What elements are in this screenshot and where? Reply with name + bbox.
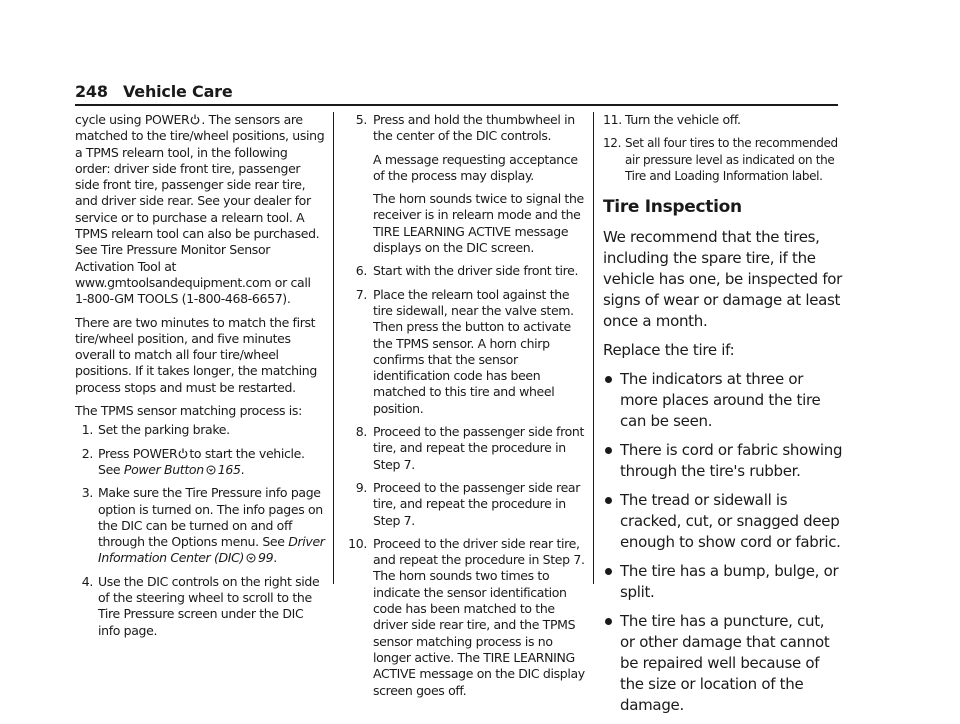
step-12: [603, 135, 843, 184]
page-reference-icon: [206, 465, 216, 475]
step-text: Use the DIC controls on the right side of the steering wheel to scroll to the Tire Pressure screen under the DIC info page.: [98, 573, 320, 638]
step-number: 11.: [603, 112, 622, 127]
power-icon: [178, 448, 188, 459]
step-text: Press POWER: [98, 445, 178, 461]
inspection-body: [603, 227, 843, 716]
paragraph: [75, 112, 325, 308]
step-7: [345, 287, 585, 417]
paragraph: We recommend that the tires, including the spare tire, if the vehicle has one, be inspected for signs of wear or damage at least once a month.: [603, 228, 843, 331]
text: cycle using POWER: [75, 112, 190, 127]
step-11: [603, 112, 843, 128]
step-subtext: The horn sounds twice to signal the receiver is in relearn mode and the TIRE LEARNING ACTIVE message displays on the DIC screen.: [373, 191, 584, 256]
bullet-icon: [605, 618, 612, 625]
step-5: [345, 112, 585, 256]
step-number: 12.: [603, 136, 622, 151]
page-reference-icon: [246, 553, 256, 563]
paragraph: Replace the tire if:: [603, 341, 735, 360]
step-number: 6.: [355, 263, 367, 279]
power-icon: [190, 114, 200, 125]
step-6: [345, 263, 585, 279]
list-item-text: The tread or sidewall is cracked, cut, or snagged deep enough to show cord or fabric.: [620, 491, 841, 552]
step-number: 7.: [355, 286, 367, 302]
header-rule: [75, 104, 838, 106]
paragraph: The TPMS sensor matching process is:: [75, 403, 302, 419]
step-number: 10.: [348, 535, 367, 551]
page-reference: 165: [217, 461, 241, 477]
step-text: Proceed to the passenger side rear tire, and repeat the procedure in Step 7.: [373, 479, 581, 528]
page-reference: 99: [258, 550, 274, 566]
step-2: [75, 446, 325, 479]
page-number: 248: [75, 82, 108, 101]
step-text: Turn the vehicle off.: [625, 112, 741, 127]
text: . The sensors are matched to the tire/wheel positions, using a TPMS relearn tool, in the following order: driver side front tire, passenger side front tire, passenger side rear tire, and driver side rear. See your dealer for service or to purchase a relearn tool. A TPMS relearn tool can also be purchased. See Tire Pressure Monitor Sensor Activation Tool at www.gmtoolsandequipment.com or call 1-800-GM TOOLS (1-800-468-6657).: [75, 112, 325, 307]
column-divider: [593, 112, 594, 584]
step-number: 2.: [81, 445, 93, 461]
bullet-icon: [605, 497, 612, 504]
step-text: Proceed to the passenger side front tire, and repeat the procedure in Step 7.: [373, 424, 585, 472]
step-10: [345, 536, 585, 699]
step-number: 4.: [81, 573, 93, 589]
section-heading: Tire Inspection: [603, 197, 742, 218]
list-item-text: The tire has a bump, bulge, or split.: [620, 562, 839, 602]
list-item-text: There is cord or fabric showing through the tire's rubber.: [620, 441, 843, 481]
column-3: [603, 112, 843, 724]
section-title: Vehicle Care: [123, 82, 233, 101]
list-item: [603, 611, 843, 716]
step-number: 8.: [355, 424, 367, 440]
column-1: [75, 112, 325, 646]
step-text: Start with the driver side front tire.: [373, 263, 579, 279]
step-4: [75, 574, 325, 639]
bullet-icon: [605, 447, 612, 454]
paragraph: There are two minutes to match the first tire/wheel position, and five minutes overall to match all four tire/wheel positions. If it takes longer, the matching process stops and must be restarted.: [75, 314, 317, 395]
step-3: [75, 485, 325, 566]
column-divider: [333, 112, 334, 584]
column-2: [345, 112, 585, 706]
cross-reference-link[interactable]: Power Button: [123, 461, 204, 477]
bullet-icon: [605, 376, 612, 383]
step-8: [345, 424, 585, 473]
step-text: Set all four tires to the recommended air pressure level as indicated on the Tire and Loading Information label.: [625, 136, 838, 183]
step-text: Press and hold the thumbwheel in the center of the DIC controls.: [373, 112, 575, 144]
step-1: [75, 422, 325, 438]
step-text: Set the parking brake.: [98, 422, 230, 438]
step-number: 5.: [355, 112, 367, 127]
step-9: [345, 480, 585, 529]
list-item: [603, 490, 843, 553]
page-header: [75, 78, 838, 106]
step-number: 1.: [81, 422, 93, 438]
text: .: [240, 461, 245, 477]
step-text: Make sure the Tire Pressure info page option is turned on. The info pages on the DIC can be turned on and off through the Options menu. See: [98, 485, 323, 550]
step-number: 3.: [81, 485, 93, 501]
list-item-text: The tire has a puncture, cut, or other damage that cannot be repaired well because of the size or location of the damage.: [620, 612, 830, 715]
bullet-icon: [605, 568, 612, 575]
step-subtext: A message requesting acceptance of the process may display.: [373, 151, 578, 183]
text: .: [273, 550, 277, 566]
step-text: Proceed to the driver side rear tire, and repeat the procedure in Step 7. The horn sounds two times to indicate the sensor identification code has been matched to the driver side rear tire, and the TPMS sensor matching process is no longer active. The TIRE LEARNING ACTIVE message on the DIC display screen goes off.: [373, 535, 585, 698]
list-item-text: The indicators at three or more places around the tire can be seen.: [620, 370, 821, 431]
list-item: [603, 440, 843, 482]
step-number: 9.: [355, 479, 367, 495]
list-item: [603, 369, 843, 432]
step-text: to start the vehicle. See: [98, 445, 305, 477]
step-text: Place the relearn tool against the tire sidewall, near the valve stem. Then press the button to activate the TPMS sensor. A horn chirp confirms that the sensor identification code has been matched to this tire and wheel position.: [373, 286, 574, 416]
list-item: [603, 561, 843, 603]
cross-reference-link[interactable]: Driver Information Center (DIC): [98, 534, 325, 566]
